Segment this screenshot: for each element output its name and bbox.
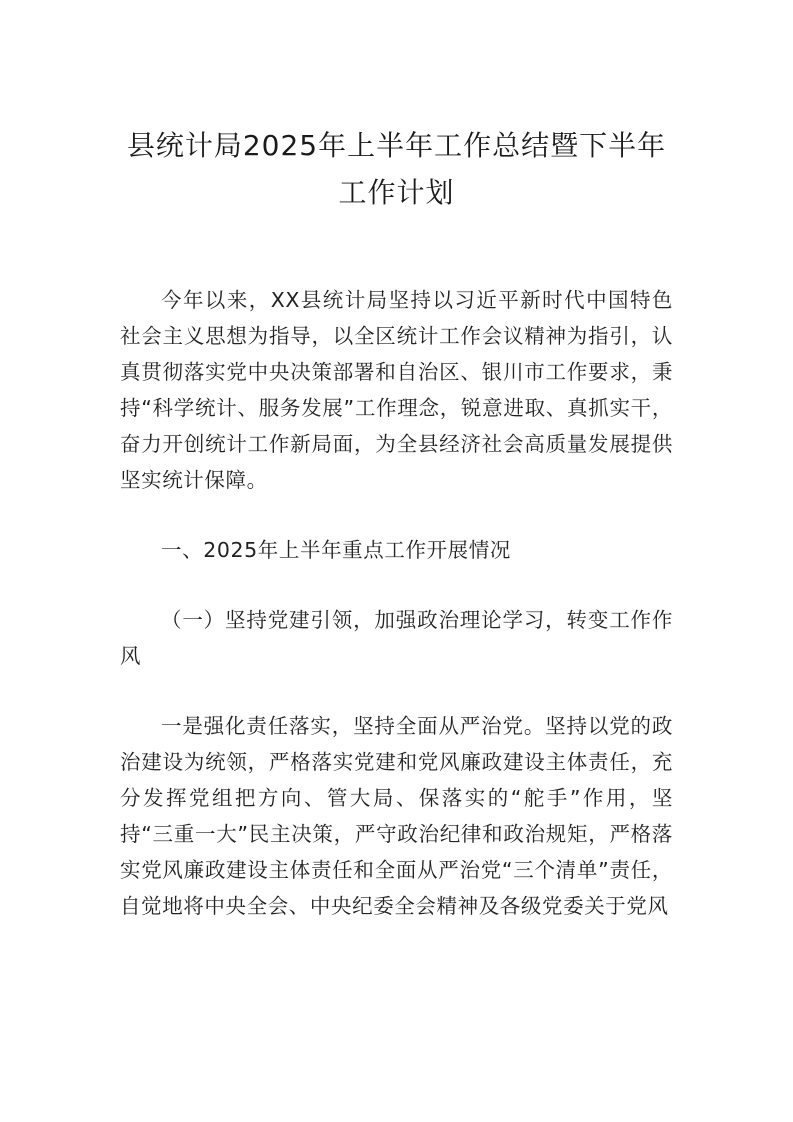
title-line-2: 工作计划: [338, 176, 455, 209]
title-line-1: 县统计局2025年上半年工作总结暨下半年: [126, 129, 667, 162]
document-title: [100, 122, 693, 216]
intro-paragraph: 今年以来，XX县统计局坚持以习近平新时代中国特色社会主义思想为指导，以全区统计工作会议精神为指引，认真贯彻落实党中央决策部署和自治区、银川市工作要求，秉持“科学统计、服务发展”工作理念，锐意进取、真抓实干，奋力开创统计工作新局面，为全县经济社会高质量发展提供坚实统计保障。: [120, 288, 673, 492]
subsection-heading: （一）坚持党建引领，加强政治理论学习，转变工作作风: [120, 608, 673, 668]
document-body: [120, 282, 673, 924]
body-paragraph: 一是强化责任落实，坚持全面从严治党。坚持以党的政治建设为统领，严格落实党建和党风廉政建设主体责任，充分发挥党组把方向、管大局、保落实的“舵手”作用，坚持“三重一大”民主决策，严守政治纪律和政治规矩，严格落实党风廉政建设主体责任和全面从严治党“三个清单”责任，自觉地将中央全会、中央纪委全会精神及各级党委关于党风: [120, 714, 673, 918]
section-heading: 一、2025年上半年重点工作开展情况: [161, 538, 511, 562]
